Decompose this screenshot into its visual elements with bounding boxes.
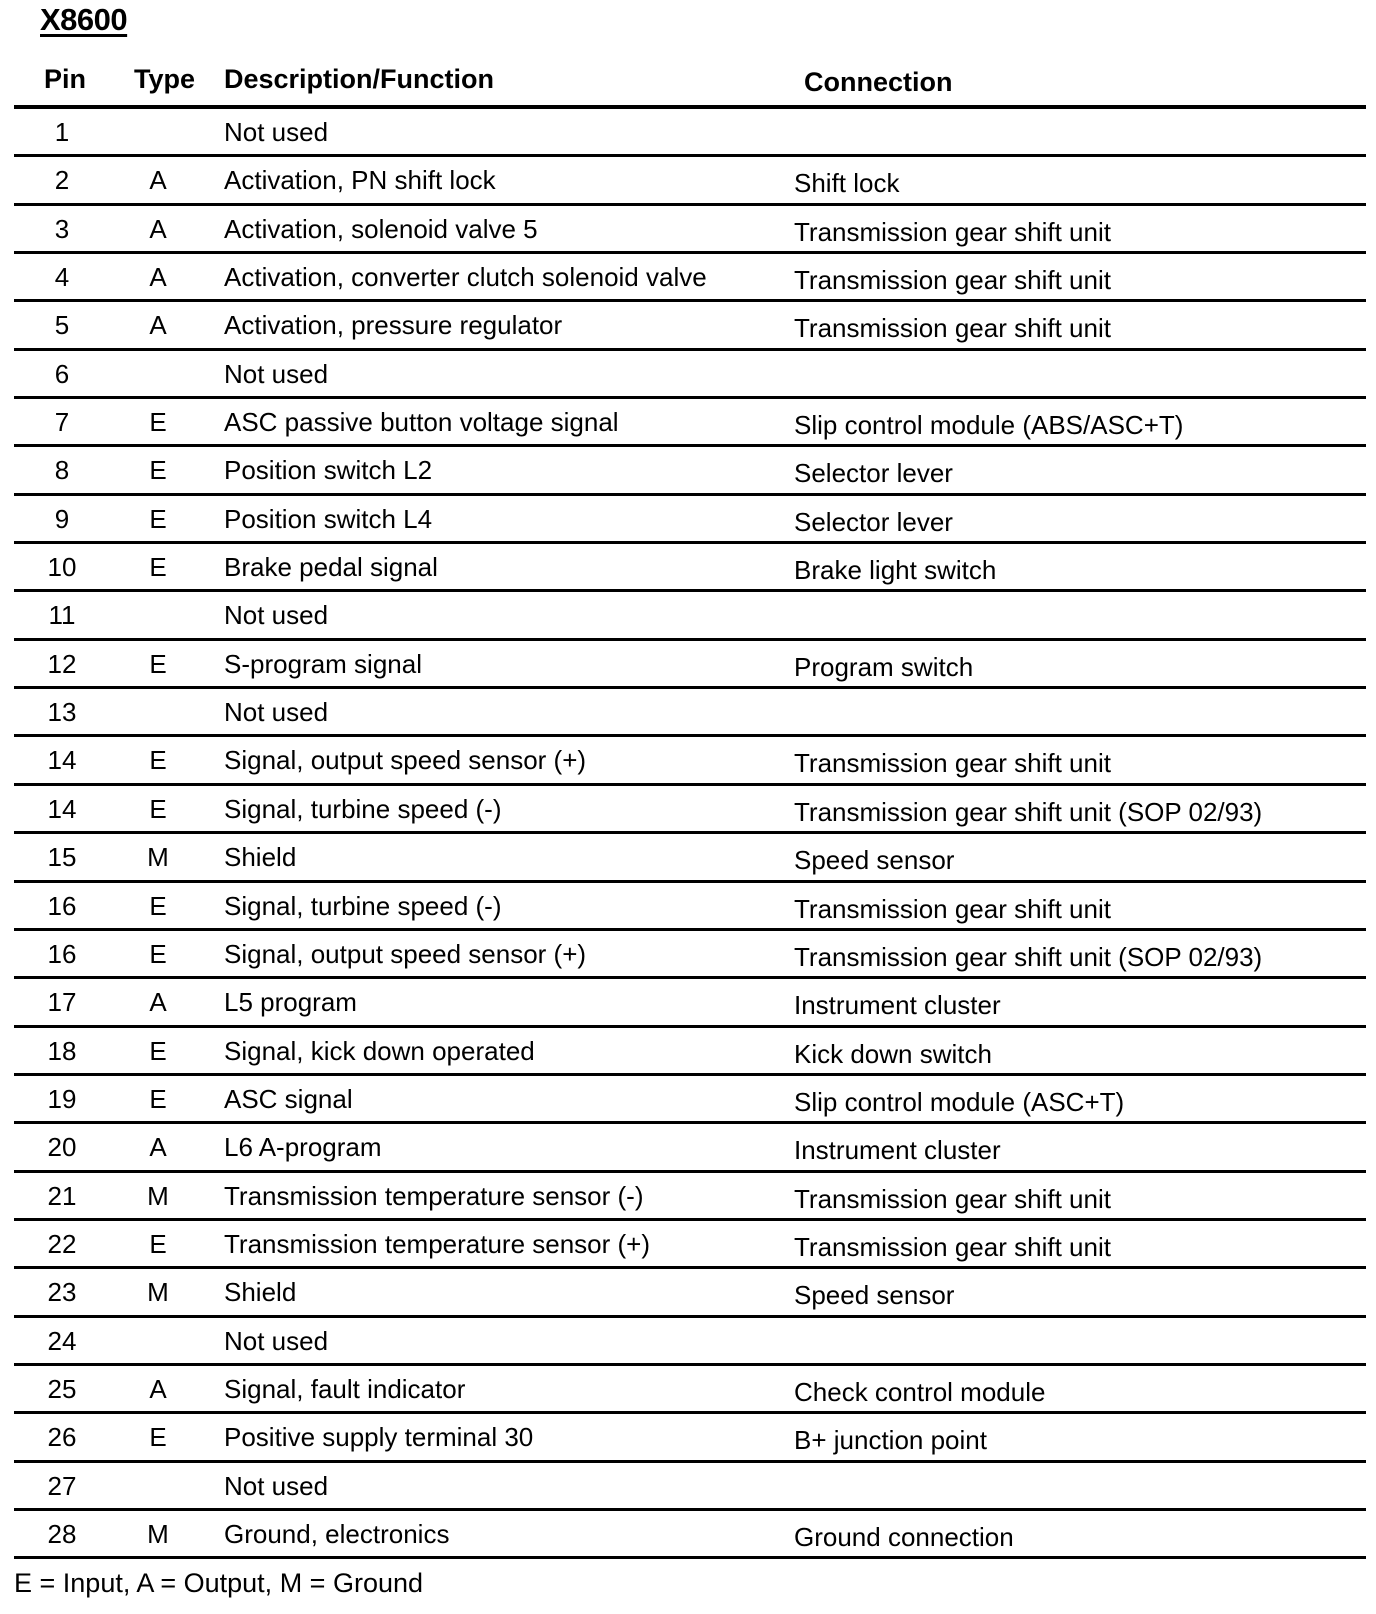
type-cell: A [149,1373,167,1404]
description-cell: Signal, output speed sensor (+) [224,938,587,969]
pin-cell: 12 [47,648,77,679]
type-cell: M [147,1180,169,1211]
table-row [14,1414,1366,1462]
table-row [14,206,1366,254]
table-header [14,58,1366,109]
connection-cell: Transmission gear shift unit (SOP 02/93) [794,941,1263,972]
type-cell: M [147,1518,169,1549]
description-cell: S-program signal [224,648,422,679]
connection-cell: Transmission gear shift unit [794,748,1111,779]
pin-cell: 24 [47,1325,77,1356]
table-row [14,737,1366,785]
header-type: Type [134,64,196,94]
description-cell: Not used [224,358,329,389]
connection-cell: Transmission gear shift unit [794,1231,1111,1262]
table-row [14,641,1366,689]
table-row [14,1173,1366,1221]
type-cell: E [149,745,167,776]
type-cell: E [149,455,167,486]
pin-cell: 17 [47,987,77,1018]
header-pin: Pin [44,64,87,94]
type-cell: A [149,310,167,341]
pin-cell: 16 [47,938,77,969]
description-cell: Signal, fault indicator [224,1373,466,1404]
description-cell: Ground, electronics [224,1518,450,1549]
connection-cell: Transmission gear shift unit [794,313,1111,344]
connection-cell: Instrument cluster [794,990,1001,1021]
description-cell: Transmission temperature sensor (+) [224,1228,651,1259]
pin-cell: 6 [54,358,70,389]
pin-cell: 23 [47,1277,77,1308]
description-cell: ASC passive button voltage signal [224,407,619,438]
pin-cell: 19 [47,1083,77,1114]
table-row [14,399,1366,447]
connection-cell: Slip control module (ABS/ASC+T) [794,410,1184,441]
connection-cell: Transmission gear shift unit [794,216,1111,247]
connection-cell: Shift lock [794,168,900,199]
pin-cell: 18 [47,1035,77,1066]
type-cell: M [147,1277,169,1308]
type-cell: E [149,1035,167,1066]
header-connection: Connection [804,67,953,97]
type-cell: E [149,890,167,921]
connection-cell: Speed sensor [794,845,955,876]
description-cell: Position switch L2 [224,455,433,486]
pin-cell: 16 [47,890,77,921]
pin-cell: 2 [54,165,70,196]
table-row [14,157,1366,205]
connection-cell: Brake light switch [794,555,997,586]
pin-cell: 14 [47,793,77,824]
table-row [14,1124,1366,1172]
connection-cell: Transmission gear shift unit [794,265,1111,296]
pin-cell: 11 [48,600,76,631]
table-row [14,109,1366,157]
description-cell: Position switch L4 [224,503,433,534]
type-legend: E = Input, A = Output, M = Ground [14,1568,424,1598]
connection-cell: Check control module [794,1376,1046,1407]
connection-cell: Speed sensor [794,1280,955,1311]
description-cell: Shield [224,1277,297,1308]
type-cell: E [149,552,167,583]
connection-cell: Selector lever [794,458,953,489]
connection-cell: Ground connection [794,1521,1014,1552]
table-row [14,1463,1366,1511]
table-row [14,834,1366,882]
table-row [14,1028,1366,1076]
description-cell: Not used [224,697,329,728]
description-cell: Activation, PN shift lock [224,165,496,196]
description-cell: Signal, output speed sensor (+) [224,745,587,776]
description-cell: Activation, solenoid valve 5 [224,213,538,244]
description-cell: Signal, turbine speed (-) [224,793,502,824]
type-cell: E [149,1422,167,1453]
pin-cell: 8 [54,455,70,486]
description-cell: Signal, turbine speed (-) [224,890,502,921]
type-cell: A [149,1132,167,1163]
document-title: X8600 [40,2,128,37]
description-cell: Positive supply terminal 30 [224,1422,534,1453]
description-cell: Brake pedal signal [224,552,438,583]
pin-cell: 26 [47,1422,77,1453]
connection-cell: Kick down switch [794,1038,992,1069]
table-row [14,979,1366,1027]
type-cell: E [149,1228,167,1259]
pin-cell: 21 [47,1180,77,1211]
table-row [14,351,1366,399]
type-cell: E [149,407,167,438]
pin-cell: 9 [54,503,70,534]
type-cell: A [149,262,167,293]
type-cell: E [149,503,167,534]
table-row [14,1318,1366,1366]
description-cell: Not used [224,1470,329,1501]
connection-cell: B+ junction point [794,1425,987,1456]
pin-cell: 25 [47,1373,77,1404]
pin-cell: 27 [47,1470,77,1501]
connection-cell: Program switch [794,651,974,682]
description-cell: ASC signal [224,1083,353,1114]
pin-table [14,58,1366,1559]
pin-cell: 3 [54,213,70,244]
pin-cell: 4 [54,262,70,293]
pin-cell: 5 [54,310,70,341]
connection-cell: Transmission gear shift unit [794,1183,1111,1214]
connection-cell: Slip control module (ASC+T) [794,1086,1125,1117]
type-cell: M [147,842,169,873]
description-cell: Transmission temperature sensor (-) [224,1180,644,1211]
pin-cell: 20 [47,1132,77,1163]
pin-cell: 13 [47,697,77,728]
table-row [14,931,1366,979]
table-row [14,786,1366,834]
table-row [14,1076,1366,1124]
pin-cell: 28 [47,1518,77,1549]
connection-cell: Selector lever [794,506,953,537]
table-row [14,689,1366,737]
pin-cell: 15 [47,842,77,873]
header-description: Description/Function [224,64,494,94]
table-row [14,1366,1366,1414]
type-cell: A [149,165,167,196]
pin-cell: 14 [47,745,77,776]
type-cell: E [149,793,167,824]
table-row [14,1269,1366,1317]
connection-cell: Transmission gear shift unit (SOP 02/93) [794,796,1263,827]
description-cell: L6 A-program [224,1132,382,1163]
table-row [14,592,1366,640]
type-cell: E [149,938,167,969]
table-row [14,1511,1366,1559]
description-cell: Not used [224,1325,329,1356]
table-row [14,1221,1366,1269]
description-cell: Not used [224,600,329,631]
description-cell: Activation, pressure regulator [224,310,563,341]
pin-cell: 10 [47,552,77,583]
type-cell: A [149,987,167,1018]
description-cell: Shield [224,842,297,873]
description-cell: Signal, kick down operated [224,1035,535,1066]
pin-cell: 1 [54,117,70,147]
type-cell: E [149,1083,167,1114]
pin-cell: 22 [47,1228,77,1259]
description-cell: L5 program [224,987,357,1018]
table-body [14,109,1366,1559]
table-row [14,447,1366,495]
table-row [14,302,1366,350]
table-row [14,544,1366,592]
pin-cell: 7 [54,407,70,438]
description-cell: Activation, converter clutch solenoid valve [224,262,707,293]
connection-cell: Instrument cluster [794,1135,1001,1166]
table-row [14,496,1366,544]
table-row [14,883,1366,931]
table-row [14,254,1366,302]
type-cell: A [149,213,167,244]
connection-cell: Transmission gear shift unit [794,893,1111,924]
type-cell: E [149,648,167,679]
description-cell: Not used [224,117,329,147]
